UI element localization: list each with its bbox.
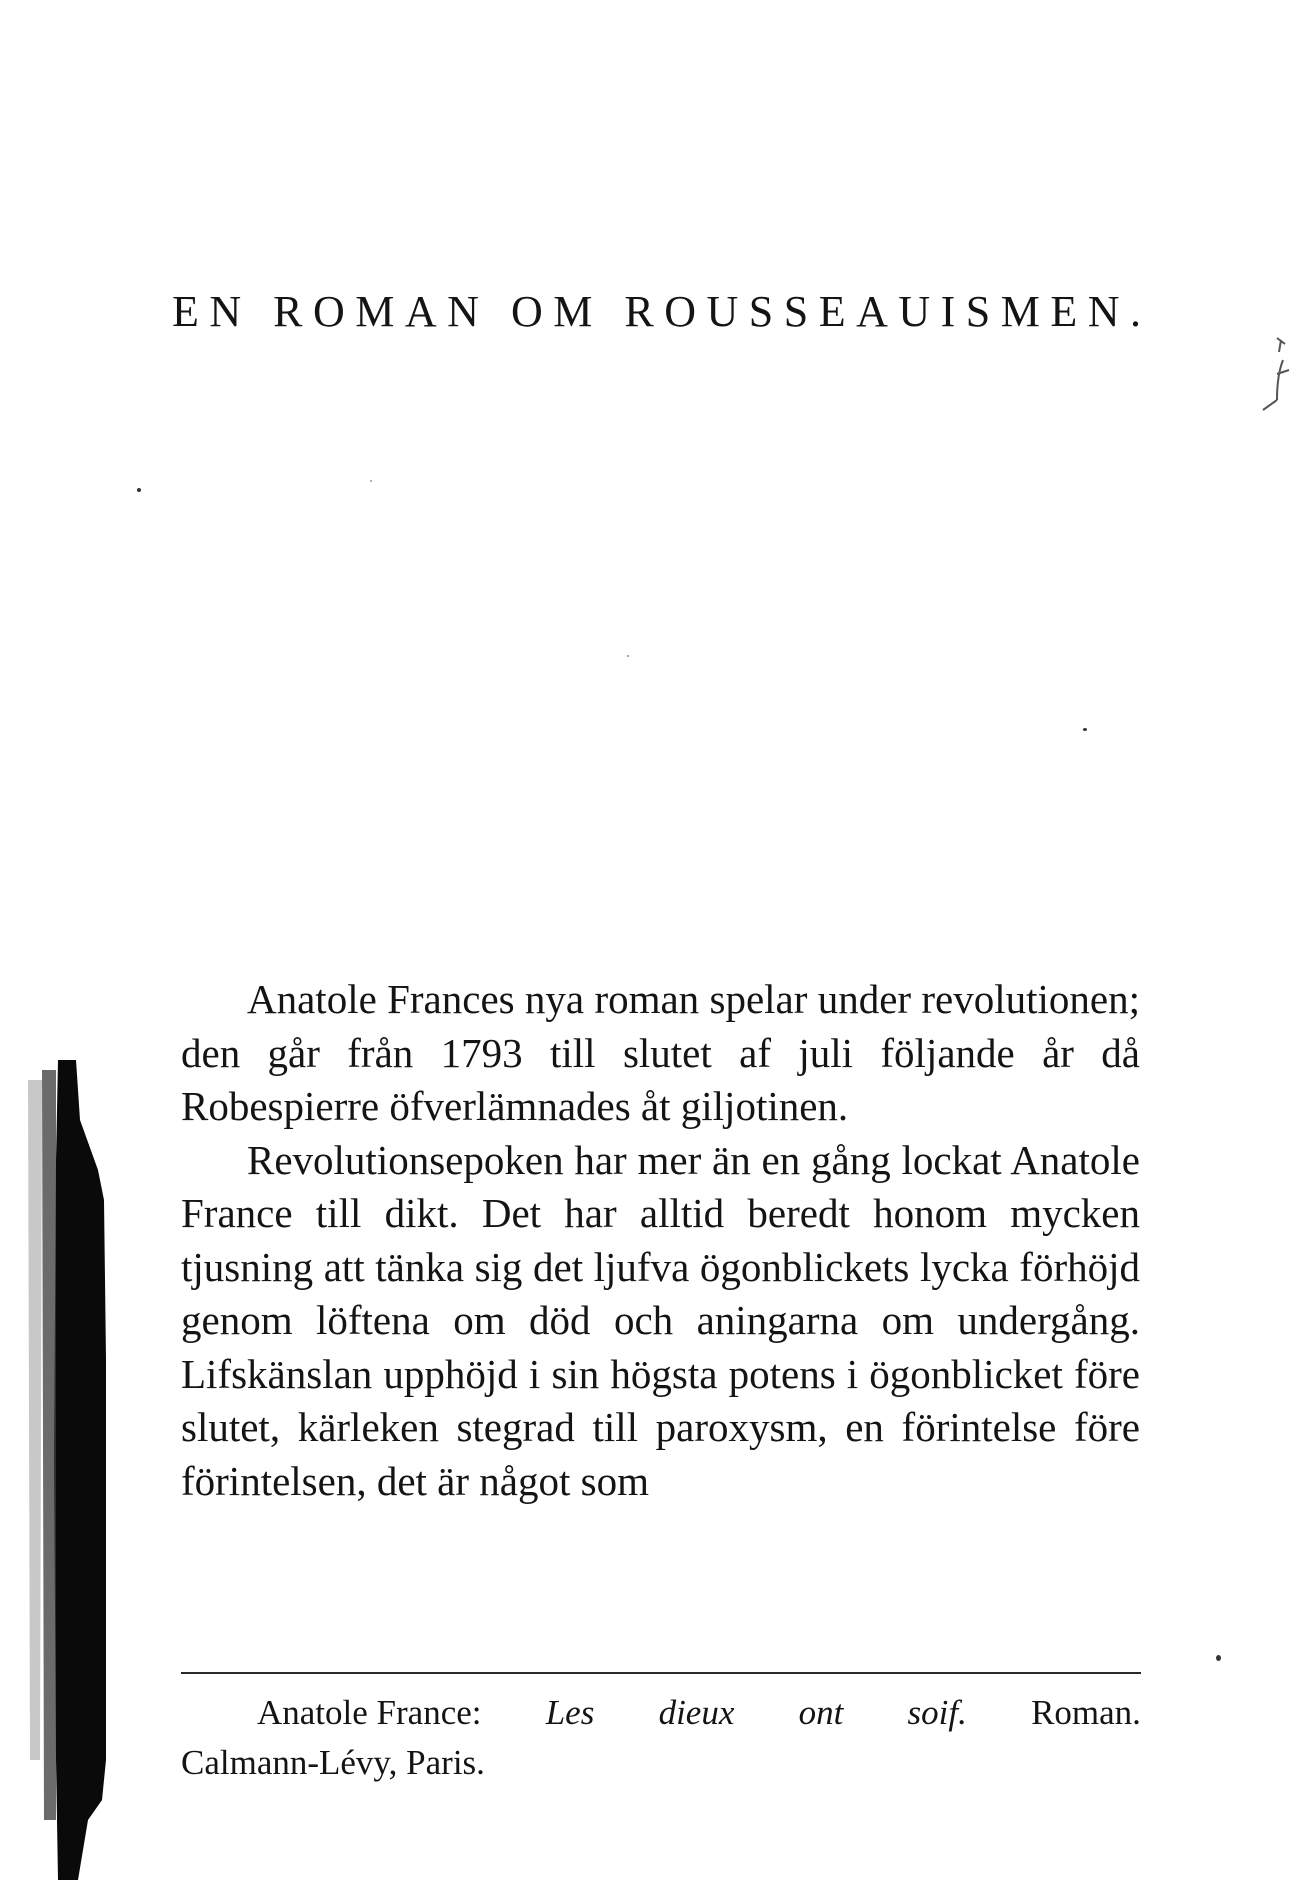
scan-speck — [1216, 1655, 1221, 1661]
chapter-title: EN ROMAN OM ROUSSEAUISMEN. — [172, 287, 1152, 336]
footnote-line-1 — [181, 1688, 1141, 1738]
footnote-genre: Roman. — [1031, 1693, 1141, 1732]
body-text — [181, 973, 1140, 1508]
binding-shadow — [28, 1060, 108, 1880]
paragraph-1: Anatole Frances nya roman spelar under revolutionen; den går från 1793 till slutet af juli följande år då Robespierre öfverlämnades åt giljotinen. — [181, 976, 1140, 1129]
footnote-author: Anatole France: — [257, 1693, 482, 1732]
footnote — [181, 1688, 1141, 1788]
scan-speck — [627, 655, 629, 657]
scan-speck — [137, 488, 141, 492]
scan-speck — [370, 480, 372, 482]
paragraph-2: Revolutionsepoken har mer än en gång lockat Anatole France till dikt. Det har alltid beredt honom mycken tjusning att tänka sig det ljufva ögonblickets lycka förhöjd genom löftena om död och aningarna om undergång. Lifskänslan upphöjd i sin högsta potens i ögonblicket före slutet, kärleken stegrad till paroxysm, en förintelse före förintelsen, det är något som — [181, 1136, 1140, 1504]
footnote-title-word-1: Les — [545, 1693, 595, 1732]
scan-speck — [1083, 728, 1087, 731]
footnote-title-word-2: dieux — [658, 1693, 735, 1732]
corner-scratch-mark — [1255, 330, 1299, 450]
footnote-title-word-3: ont — [798, 1693, 844, 1732]
footnote-divider — [181, 1672, 1141, 1674]
footnote-title-word-4: soif. — [907, 1693, 967, 1732]
footnote-publisher: Calmann-Lévy, Paris. — [181, 1743, 485, 1782]
